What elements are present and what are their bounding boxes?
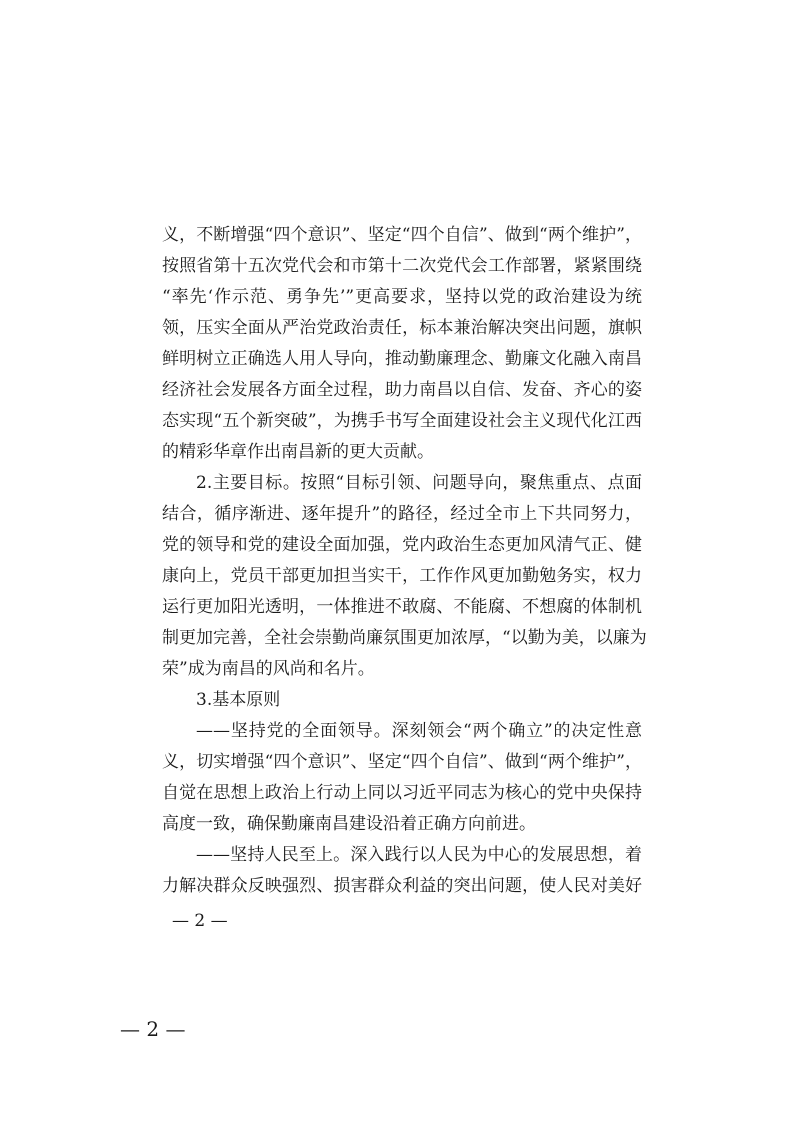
text-line: 经济社会发展各方面全过程，助力南昌以自信、发奋、齐心的姿	[162, 380, 642, 400]
text-line: 态实现“五个新突破”，为携手书写全面建设社会主义现代化江西	[162, 411, 642, 431]
text-line: 力解决群众反映强烈、损害群众利益的突出问题，使人民对美好	[162, 876, 642, 896]
document-body	[162, 220, 647, 902]
text-line: 鲜明树立正确选人用人导向，推动勤廉理念、勤廉文化融入南昌	[162, 349, 642, 369]
text-line: 自觉在思想上政治上行动上同以习近平同志为核心的党中央保持	[162, 783, 642, 803]
text-line: 按照省第十五次党代会和市第十二次党代会工作部署，紧紧围绕	[162, 256, 642, 276]
text-line: 制更加完善，全社会崇勤尚廉氛围更加浓厚，“以勤为美，以廉为	[162, 628, 647, 648]
principle-item: ——坚持人民至上。深入践行以人民为中心的发展思想，着	[196, 845, 642, 865]
text-line: 荣”成为南昌的风尚和名片。	[162, 659, 375, 679]
text-line: 领，压实全面从严治党政治责任，标本兼治解决突出问题，旗帜	[162, 318, 642, 338]
text-line: 的精彩华章作出南昌新的更大贡献。	[162, 442, 434, 462]
text-line: 党的领导和党的建设全面加强，党内政治生态更加风清气正、健	[162, 535, 642, 555]
section-heading-basic-principles: 3.基本原则	[196, 690, 281, 710]
text-line: 义，不断增强“四个意识”、坚定“四个自信”、做到“两个维护”，	[162, 225, 642, 245]
text-line: 运行更加阳光透明，一体推进不敢腐、不能腐、不想腐的体制机	[162, 597, 642, 617]
text-line: 义，切实增强“四个意识”、坚定“四个自信”、做到“两个维护”，	[162, 752, 642, 772]
text-line: “率先‘作示范、勇争先’”更高要求，坚持以党的政治建设为统	[162, 287, 642, 307]
page-number-inner: — 2 —	[172, 911, 228, 931]
page-number-outer: — 2 —	[120, 1017, 186, 1041]
principle-item: ——坚持党的全面领导。深刻领会“两个确立”的决定性意	[196, 721, 642, 741]
text-line: 康向上，党员干部更加担当实干，工作作风更加勤勉务实，权力	[162, 566, 642, 586]
section-heading-main-goals: 2.主要目标。按照“目标引领、问题导向，聚焦重点、点面	[196, 473, 642, 493]
text-line: 高度一致，确保勤廉南昌建设沿着正确方向前进。	[162, 814, 536, 834]
text-line: 结合，循序渐进、逐年提升”的路径，经过全市上下共同努力，	[162, 504, 642, 524]
